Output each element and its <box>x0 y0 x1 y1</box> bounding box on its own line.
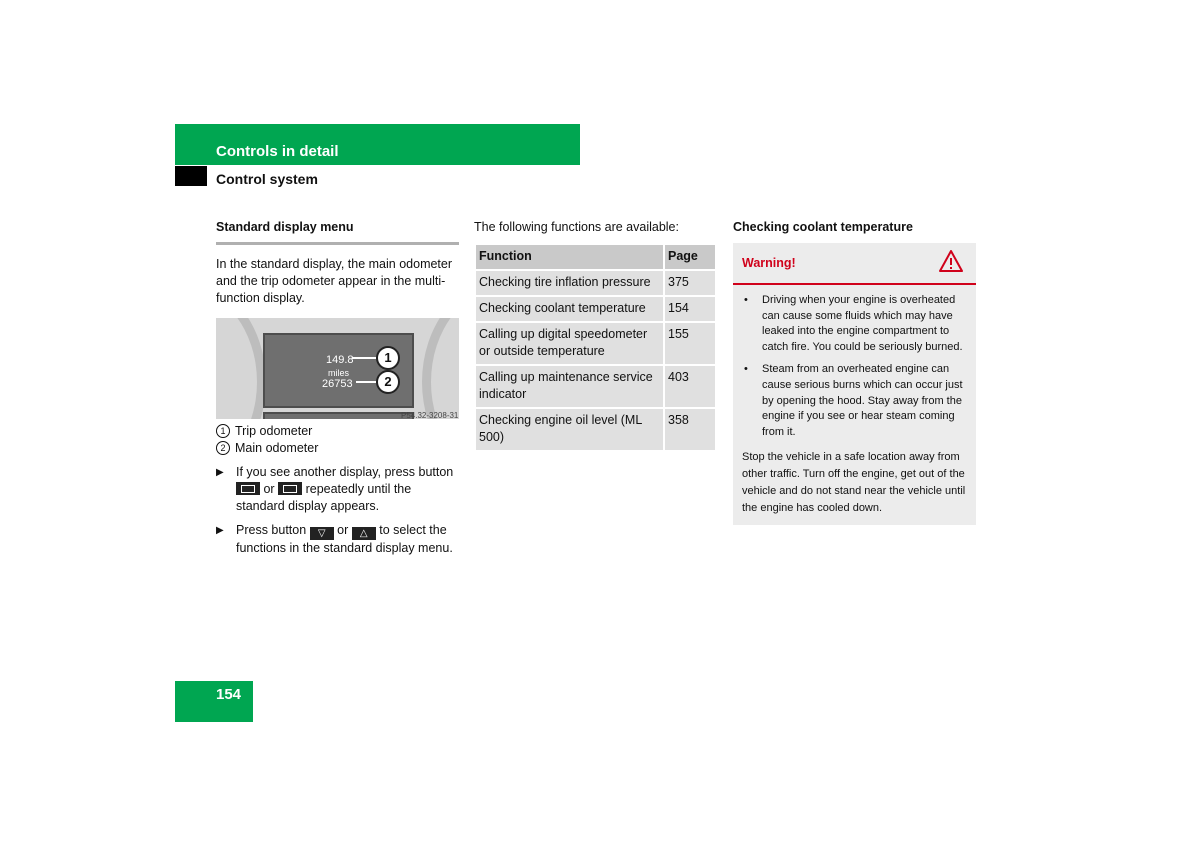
step-text: or <box>337 523 349 537</box>
warning-bullet-text: Steam from an overheated engine can cause serious burns which can occur just by opening the hood. Stay away from the engine if you see or hear steam coming from it. <box>762 363 963 438</box>
menu-button-left-icon <box>236 482 260 495</box>
warning-instruction: Stop the vehicle in a safe location away from other traffic. Turn off the engine, get out of the vehicle and do not stand near the vehicle until the engine has cooled down. <box>742 451 966 515</box>
warning-bullet <box>742 293 968 355</box>
distance-unit: miles <box>328 368 350 378</box>
legend-item <box>216 423 459 440</box>
legend-item <box>216 440 459 457</box>
warning-box <box>733 243 976 525</box>
instruction-step <box>216 522 459 557</box>
lower-display <box>263 412 414 419</box>
step-text: repeatedly until the standard display appears. <box>236 482 412 513</box>
table-row <box>475 365 716 408</box>
page-cell: 154 <box>664 296 716 322</box>
step-text: to select the functions in the standard display menu. <box>236 523 453 555</box>
page-number: 154 <box>216 686 242 703</box>
gauge-left <box>216 318 266 419</box>
coolant-heading: Checking coolant temperature <box>733 220 913 234</box>
callout-line-1 <box>352 357 376 359</box>
bullet-icon: • <box>744 294 748 306</box>
menu-button-right-icon <box>278 482 302 495</box>
legend-text: Trip odometer <box>235 424 313 438</box>
standard-display-heading: Standard display menu <box>216 219 459 245</box>
table-header-row <box>475 244 716 270</box>
down-button-icon: ▽ <box>310 527 334 540</box>
page-cell: 155 <box>664 322 716 365</box>
legend-text: Main odometer <box>235 441 319 455</box>
step-text: Press button <box>236 523 307 537</box>
callout-1: 1 <box>376 346 400 370</box>
up-button-icon: △ <box>352 527 376 540</box>
step-text: If you see another display, press button <box>236 465 454 479</box>
functions-table <box>474 243 717 452</box>
image-code: P54.32-3208-31 <box>401 411 459 419</box>
callout-2: 2 <box>376 370 400 394</box>
page-cell: 375 <box>664 270 716 296</box>
functions-intro: The following functions are available: <box>474 220 679 234</box>
function-cell: Calling up maintenance service indicator <box>475 365 664 408</box>
page-column-header: Page <box>664 244 716 270</box>
column-coolant <box>733 219 976 525</box>
function-column-header: Function <box>475 244 664 270</box>
warning-header <box>733 243 976 285</box>
table-row <box>475 408 716 451</box>
callout-line-2 <box>356 381 376 383</box>
standard-display-intro: In the standard display, the main odometer and the trip odometer appear in the multi-function display. <box>216 257 453 305</box>
step-text: or <box>263 482 275 496</box>
trip-odometer-value: 149.8 <box>326 354 354 366</box>
page-number-box <box>175 681 253 722</box>
warning-bullet-text: Driving when your engine is overheated can cause some fluids which may have leaked into the engine compartment to catch fire. You could be seriously burned. <box>762 294 963 353</box>
page-cell: 403 <box>664 365 716 408</box>
instruction-step <box>216 464 459 515</box>
legend-number: 1 <box>216 424 230 438</box>
table-row <box>475 322 716 365</box>
warning-triangle-icon <box>938 249 964 273</box>
legend-number: 2 <box>216 441 230 455</box>
table-row <box>475 296 716 322</box>
bullet-icon: • <box>744 363 748 376</box>
table-row <box>475 270 716 296</box>
function-cell: Checking engine oil level (ML 500) <box>475 408 664 451</box>
subsection-title: Control system <box>216 171 318 187</box>
arrow-icon: ▶ <box>216 467 224 478</box>
warning-list <box>733 285 976 440</box>
function-cell: Checking tire inflation pressure <box>475 270 664 296</box>
column-functions <box>474 219 717 452</box>
header-marker <box>175 166 207 186</box>
image-legend <box>216 423 459 457</box>
gauge-right <box>422 318 459 419</box>
page-cell: 358 <box>664 408 716 451</box>
main-odometer-value: 26753 <box>322 378 353 390</box>
arrow-icon: ▶ <box>216 525 224 536</box>
function-cell: Calling up digital speedometer or outside temperature <box>475 322 664 365</box>
warning-bullet <box>742 362 968 440</box>
instrument-cluster-image <box>216 318 459 419</box>
column-standard-display <box>216 219 459 557</box>
section-title: Controls in detail <box>216 143 339 160</box>
warning-label: Warning! <box>742 256 796 270</box>
function-cell: Checking coolant temperature <box>475 296 664 322</box>
